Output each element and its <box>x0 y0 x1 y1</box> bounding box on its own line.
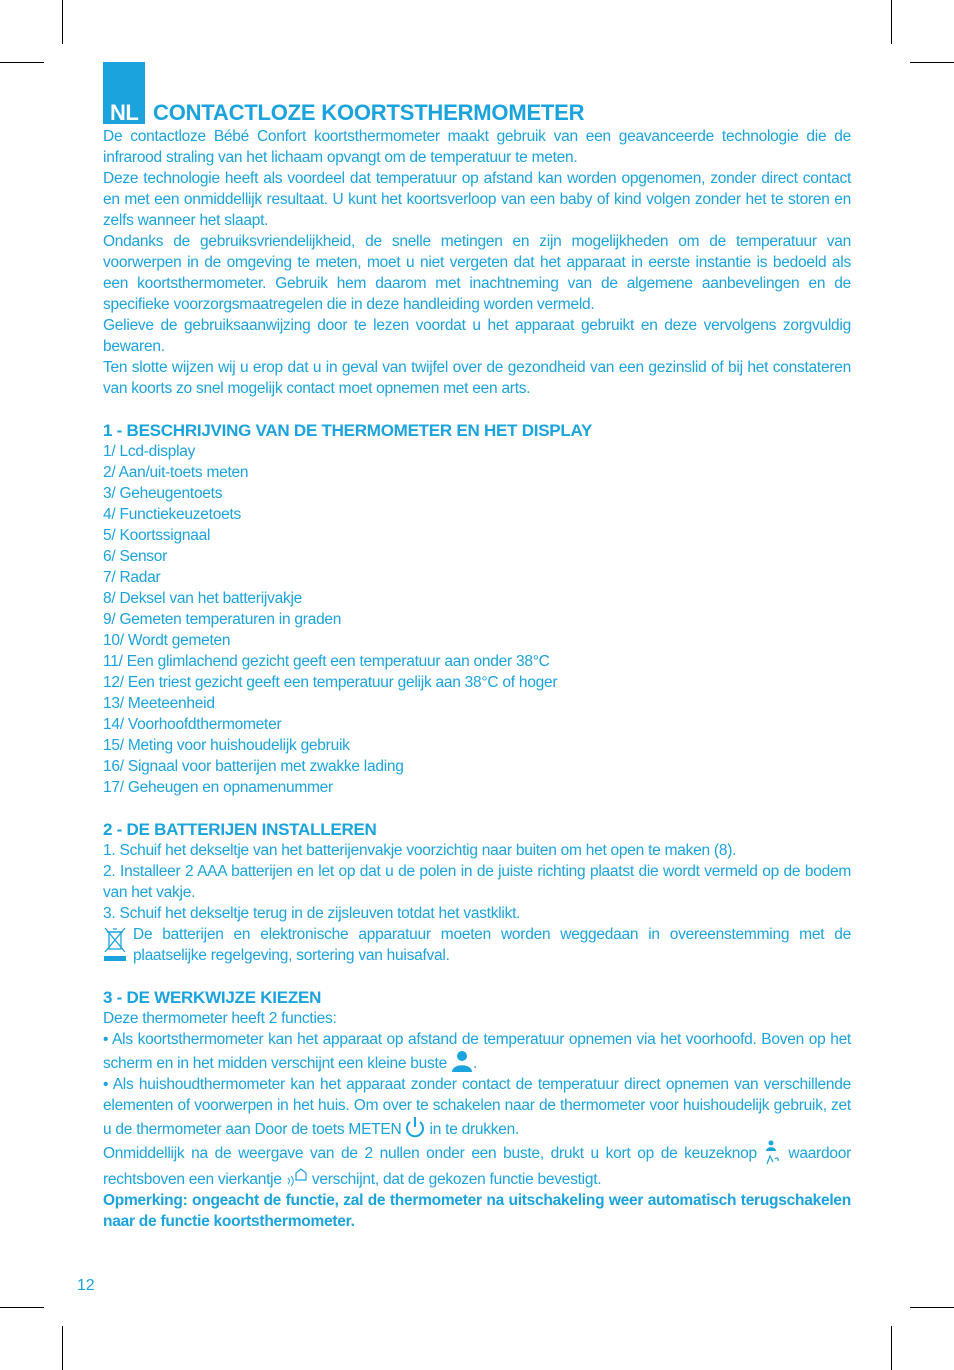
list-item: 3/ Geheugentoets <box>103 485 223 502</box>
section-heading: 1 - BESCHRIJVING VAN DE THERMOMETER EN HET DISPLAY <box>103 421 593 440</box>
crop-mark <box>891 0 892 44</box>
section-heading: 3 - DE WERKWIJZE KIEZEN <box>103 988 322 1007</box>
list-item: 10/ Wordt gemeten <box>103 632 231 649</box>
intro-paragraph: De contactloze Bébé Confort koortsthermometer maakt gebruik van een geavanceerde technologie die de infrarood straling van het lichaam opvangt om de temperatuur te meten. <box>103 128 851 166</box>
mode-select-icon <box>764 1140 782 1166</box>
crop-mark <box>910 1307 954 1308</box>
list-item: 13/ Meeteenheid <box>103 695 215 712</box>
language-badge-label: NL <box>110 100 139 125</box>
switch-instructions: Onmiddellijk na de weergave van de 2 nullen onder een buste, drukt u kort op de keuzeknop waardoor rechtsboven een vierkantje verschijnt, dat de gekozen functie bevestigt. <box>103 1140 851 1190</box>
list-item: 15/ Meting voor huishoudelijk gebruik <box>103 737 350 754</box>
document-body <box>103 126 851 1232</box>
bullet-household-mode: • Als huishoudthermometer kan het apparaat zonder contact de temperatuur direct opnemen van verschillende elementen of voorwerpen in het huis. Om over te schakelen naar de thermometer voor huishoudelijk gebruik, zet u de thermometer aan Door de toets METEN in te drukken. <box>103 1076 851 1138</box>
crop-mark <box>62 0 63 44</box>
crop-mark <box>0 1307 44 1308</box>
list-item: 7/ Radar <box>103 569 161 586</box>
list-item: 17/ Geheugen en opnamenummer <box>103 779 333 796</box>
step-item: 2. Installeer 2 AAA batterijen en let op dat u de polen in de juiste richting plaatst die wordt vermeld op de bodem van het vakje. <box>103 863 851 901</box>
list-item: 16/ Signaal voor batterijen met zwakke lading <box>103 758 404 775</box>
list-item: 11/ Een glimlachend gezicht geeft een temperatuur aan onder 38°C <box>103 653 550 670</box>
crop-mark <box>891 1326 892 1370</box>
intro-paragraph: Ondanks de gebruiksvriendelijkheid, de snelle metingen en zijn mogelijkheden om de temperatuur van voorwerpen in de omgeving te meten, moet u niet vergeten dat het apparaat in eerste instantie is bedoeld als een koortsthermometer. Gebruik hem daarom met inachtneming van de algemene aanbevelingen en de specifieke voorzorgsmaatregelen die in deze handleiding worden vermeld. <box>103 233 851 313</box>
crop-mark <box>910 62 954 63</box>
house-mode-square-icon <box>286 1166 308 1188</box>
list-item: 4/ Functiekeuzetoets <box>103 506 242 523</box>
list-item: 14/ Voorhoofdthermometer <box>103 716 282 733</box>
page-title: CONTACTLOZE KOORTSTHERMOMETER <box>153 100 585 125</box>
functions-intro: Deze thermometer heeft 2 functies: <box>103 1010 337 1027</box>
page-number: 12 <box>77 1277 95 1294</box>
list-item: 5/ Koortssignaal <box>103 527 211 544</box>
list-item: 1/ Lcd-display <box>103 443 196 460</box>
section-heading: 2 - DE BATTERIJEN INSTALLEREN <box>103 820 377 839</box>
step-item: 1. Schuif het dekseltje van het batterijenvakje voorzichtig naar buiten om het open te maken (8). <box>103 842 737 859</box>
step-item: 3. Schuif het dekseltje terug in de zijsleuven totdat het vastklikt. <box>103 905 521 922</box>
list-item: 6/ Sensor <box>103 548 168 565</box>
intro-paragraph: Deze technologie heeft als voordeel dat temperatuur op afstand kan worden opgenomen, zonder direct contact en met een onmiddellijk resultaat. U kunt het koortsverloop van een baby of kind volgen zonder het te storen en zelfs wanneer het slaapt. <box>103 170 851 229</box>
intro-paragraph: Ten slotte wijzen wij u erop dat u in geval van twijfel over de gezondheid van een gezinslid of bij het constateren van koorts zo snel mogelijk contact moet opnemen met een arts. <box>103 359 851 397</box>
power-icon <box>405 1116 425 1138</box>
list-item: 2/ Aan/uit-toets meten <box>103 464 249 481</box>
note-paragraph: Opmerking: ongeacht de functie, zal de thermometer na uitschakeling weer automatisch terugschakelen naar de functie koortsthermometer. <box>103 1192 851 1230</box>
list-item: 8/ Deksel van het batterijvakje <box>103 590 303 607</box>
crossed-bin-icon <box>103 926 127 964</box>
crop-mark <box>0 62 44 63</box>
intro-paragraph: Gelieve de gebruiksaanwijzing door te lezen voordat u het apparaat gebruikt en deze vervolgens zorgvuldig bewaren. <box>103 317 851 355</box>
list-item: 9/ Gemeten temperaturen in graden <box>103 611 342 628</box>
bullet-fever-mode: • Als koortsthermometer kan het apparaat op afstand de temperatuur opnemen via het voorhoofd. Boven op het scherm en in het midden verschijnt een kleine buste . <box>103 1031 851 1072</box>
crop-mark <box>62 1326 63 1370</box>
disposal-notice <box>103 924 851 966</box>
person-bust-icon <box>451 1050 473 1072</box>
language-badge <box>103 62 145 124</box>
list-item: 12/ Een triest gezicht geeft een temperatuur gelijk aan 38°C of hoger <box>103 674 558 691</box>
disposal-text: De batterijen en elektronische apparatuur moeten worden weggedaan in overeenstemming met de plaatselijke regelgeving, sortering van huisafval. <box>133 926 851 964</box>
